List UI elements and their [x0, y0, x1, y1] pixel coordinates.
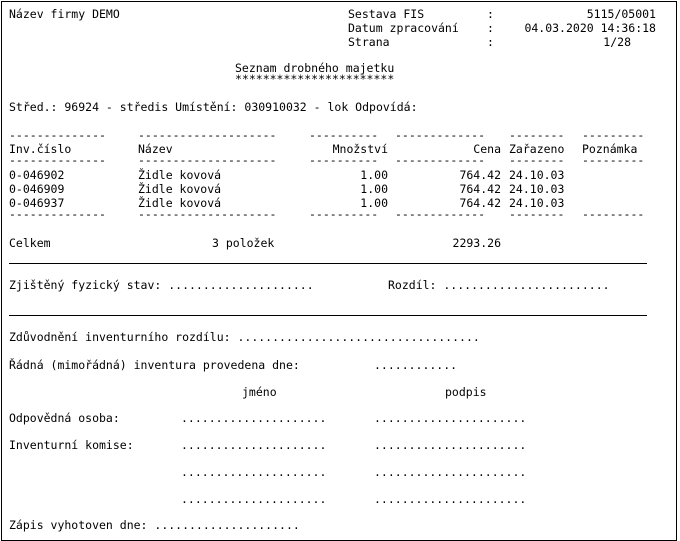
dash-col-inv: -------------- — [9, 128, 106, 142]
page-number: 1/28 — [603, 35, 631, 49]
row-quantity: 1.00 — [360, 196, 388, 210]
row-name: Židle kovová — [138, 168, 222, 182]
row-date: 24.10.03 — [509, 196, 565, 210]
col-inv-number: Inv.číslo — [9, 142, 72, 156]
row-price: 764.42 — [459, 182, 501, 196]
row-price: 764.42 — [459, 168, 501, 182]
commission-label: Inventurní komise: — [9, 438, 134, 452]
row-quantity: 1.00 — [360, 182, 388, 196]
total-sum: 2293.26 — [452, 236, 501, 250]
dash-col-note: --------- — [582, 207, 645, 221]
divider — [9, 315, 647, 316]
difference-field: Rozdíl: ........................ — [388, 278, 610, 292]
dash-col-date: -------- — [509, 207, 565, 221]
row-inv-number: 0-046937 — [9, 196, 65, 210]
row-date: 24.10.03 — [509, 182, 565, 196]
signature-column-label: podpis — [445, 385, 487, 399]
name-column-label: jméno — [242, 385, 277, 399]
dash-col-inv: -------------- — [9, 153, 106, 167]
report-page — [1, 1, 677, 541]
dash-col-name: -------------------- — [138, 128, 277, 142]
dash-col-price: ------------- — [395, 207, 486, 221]
date-value: 04.03.2020 14:36:18 — [524, 21, 656, 35]
page-sep: : — [487, 35, 494, 49]
row-name: Židle kovová — [138, 182, 222, 196]
date-label: Datum zpracování — [348, 21, 459, 35]
responsible-signature-dots: ...................... — [374, 411, 527, 425]
commission-name-dots: ..................... — [181, 492, 327, 506]
dash-col-note: --------- — [582, 128, 645, 142]
row-inv-number: 0-046902 — [9, 168, 65, 182]
commission-name-dots: ..................... — [181, 465, 327, 479]
report-label: Sestava FIS — [348, 7, 425, 21]
inventory-date-dots: ............ — [374, 358, 458, 372]
physical-state-field: Zjištěný fyzický stav: ..................... — [9, 278, 314, 292]
dash-col-qty: ---------- — [309, 128, 379, 142]
responsible-person-label: Odpovědná osoba: — [9, 411, 120, 425]
commission-signature-dots: ...................... — [374, 465, 527, 479]
row-date: 24.10.03 — [509, 168, 565, 182]
col-name: Název — [138, 142, 173, 156]
dash-col-date: -------- — [509, 153, 565, 167]
company-name: Název firmy DEMO — [9, 7, 120, 21]
report-title-underline: *********************** — [235, 72, 395, 86]
dash-col-price: ------------- — [395, 128, 486, 142]
report-value: 5115/05001 — [586, 7, 656, 21]
responsible-name-dots: ..................... — [181, 411, 327, 425]
col-date: Zařazeno — [509, 142, 565, 156]
col-quantity: Množství — [332, 142, 388, 156]
date-sep: : — [487, 21, 494, 35]
report-sep: : — [487, 7, 494, 21]
row-name: Židle kovová — [138, 196, 222, 210]
row-price: 764.42 — [459, 196, 501, 210]
report-title: Seznam drobného majetku — [235, 61, 395, 75]
commission-signature-dots: ...................... — [374, 492, 527, 506]
dash-col-name: -------------------- — [138, 153, 277, 167]
col-note: Poznámka — [582, 142, 638, 156]
dash-col-date: -------- — [509, 128, 565, 142]
location-line: Střed.: 96924 - středis Umístění: 030910032 - lok Odpovídá: — [9, 100, 418, 114]
dash-col-qty: ---------- — [309, 207, 379, 221]
dash-col-name: -------------------- — [138, 207, 277, 221]
justification-field: Zdůvodnění inventurního rozdílu: ................................... — [9, 330, 480, 344]
dash-col-qty: ---------- — [309, 153, 379, 167]
row-quantity: 1.00 — [360, 168, 388, 182]
page-label: Strana — [348, 35, 390, 49]
inventory-date-label: Řádná (mimořádná) inventura provedena dne: — [9, 358, 300, 372]
commission-name-dots: ..................... — [181, 438, 327, 452]
dash-col-price: ------------- — [395, 153, 486, 167]
dash-col-inv: -------------- — [9, 207, 106, 221]
col-price: Cena — [473, 142, 501, 156]
written-date-field: Zápis vyhotoven dne: ..................... — [9, 518, 300, 532]
total-count: 3 položek — [212, 236, 275, 250]
divider — [9, 263, 647, 264]
commission-signature-dots: ...................... — [374, 438, 527, 452]
row-inv-number: 0-046909 — [9, 182, 65, 196]
dash-col-note: --------- — [582, 153, 645, 167]
total-label: Celkem — [9, 236, 51, 250]
